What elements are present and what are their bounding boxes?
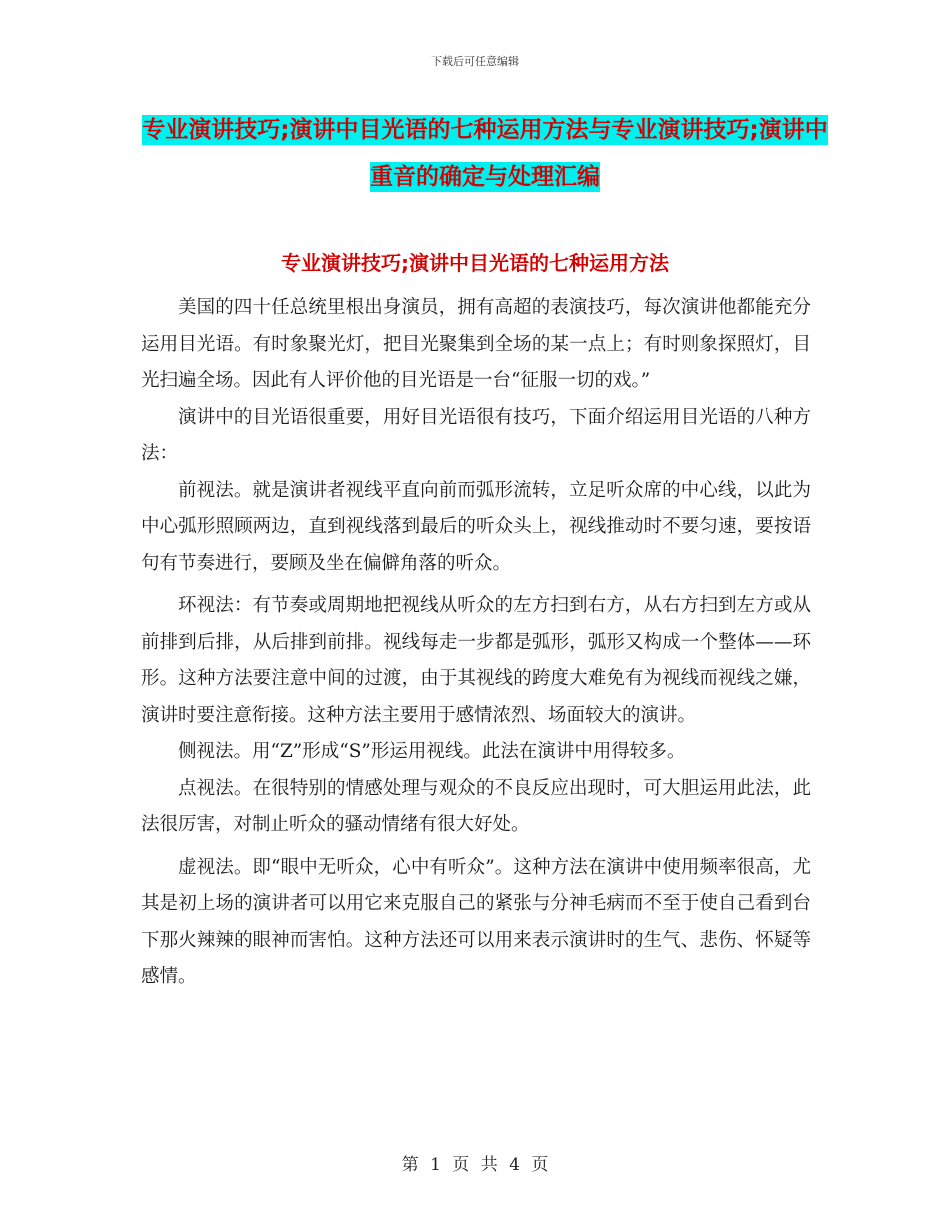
- paragraph: 前视法。就是演讲者视线平直向前而弧形流转，立足听众席的中心线，以此为中心弧形照顾两边，直到视线落到最后的听众头上，视线推动时不要匀速，要按语句有节奏进行，要顾及坐在偏僻角落的听众。: [141, 479, 811, 574]
- document-body: [141, 290, 811, 996]
- paragraph: 虚视法。即“眼中无听众，心中有听众”。这种方法在演讲中使用频率很高，尤其是初上场的演讲者可以用它来克服自己的紧张与分神毛病而不至于使自己看到台下那火辣辣的眼神而害怕。这种方法还可以用来表示演讲时的生气、悲伤、怀疑等感情。: [141, 856, 811, 987]
- paragraph: 演讲中的目光语很重要，用好目光语很有技巧，下面介绍运用目光语的八种方法：: [141, 406, 811, 464]
- paragraph: 环视法：有节奏或周期地把视线从听众的左方扫到右方，从右方扫到左方或从前排到后排，从后排到前排。视线每走一步都是弧形，弧形又构成一个整体——环形。这种方法要注意中间的过渡，由于其视线的跨度大难免有为视线而视线之嫌，演讲时要注意衔接。这种方法主要用于感情浓烈、场面较大的演讲。: [141, 595, 811, 726]
- section-title: 专业演讲技巧;演讲中目光语的七种运用方法: [281, 251, 669, 275]
- document-title-text: 专业演讲技巧;演讲中目光语的七种运用方法与专业演讲技巧;演讲中重音的确定与处理汇编: [142, 117, 828, 190]
- document-title: [140, 107, 830, 201]
- page-header-note: 下载后可任意编辑: [431, 55, 519, 68]
- paragraph: 侧视法。用“Z”形成“S”形运用视线。此法在演讲中用得较多。: [178, 741, 686, 762]
- paragraph: 美国的四十任总统里根出身演员，拥有高超的表演技巧，每次演讲他都能充分运用目光语。有时象聚光灯，把目光聚集到全场的某一点上；有时则象探照灯，目光扫遍全场。因此有人评价他的目光语是一台“征服一切的戏。”: [141, 297, 811, 391]
- paragraph: 点视法。在很特别的情感处理与观众的不良反应出现时，可大胆运用此法，此法很厉害，对制止听众的骚动情绪有很大好处。: [141, 777, 811, 835]
- page-number: 第 1 页 共 4 页: [401, 1155, 549, 1175]
